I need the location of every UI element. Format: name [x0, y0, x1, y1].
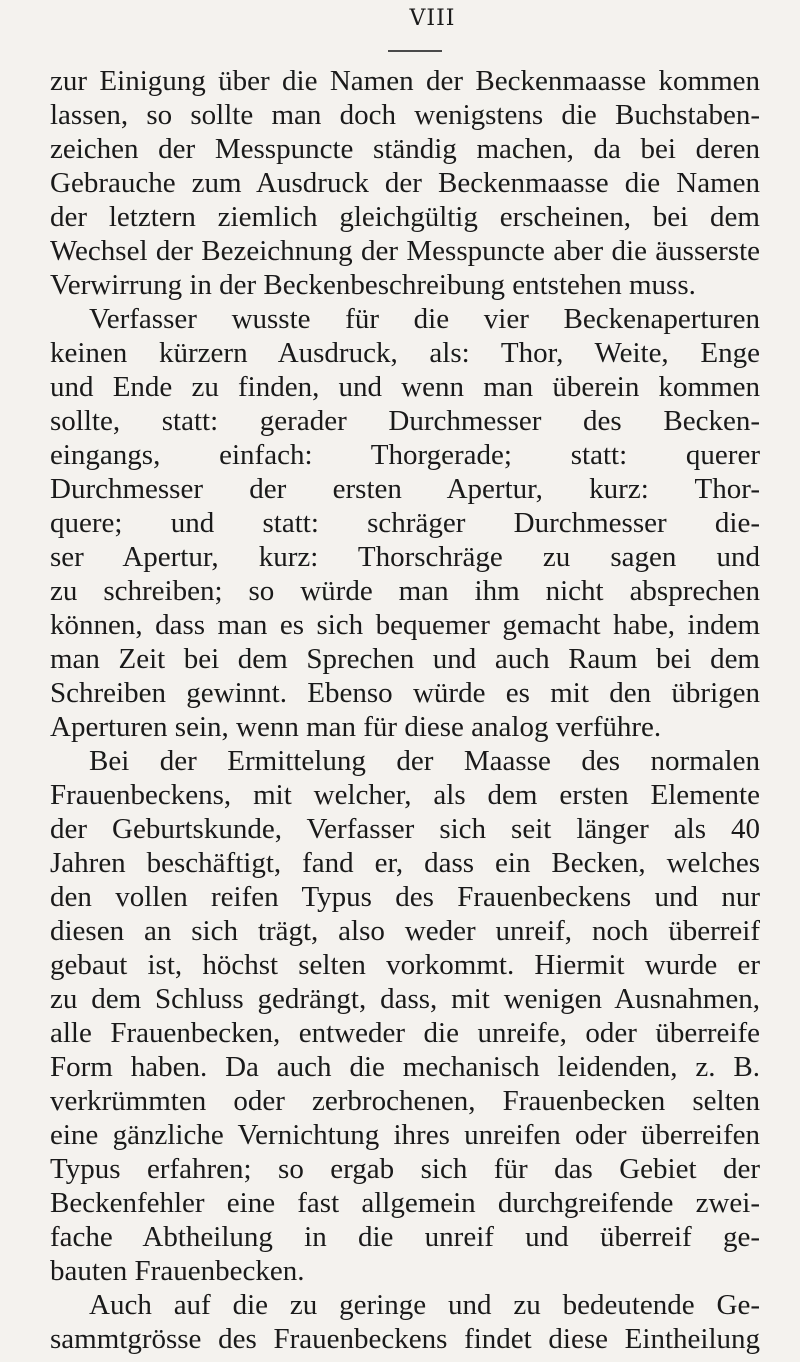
text-line: quere; und statt: schräger Durchmesser die- [50, 507, 760, 539]
text-line: verkrümmten oder zerbrochenen, Frauenbecken selten [50, 1085, 760, 1117]
text-line: Gebrauche zum Ausdruck der Beckenmaasse die Namen [50, 167, 760, 199]
text-line: Frauenbeckens, mit welcher, als dem ersten Elemente [50, 779, 760, 811]
text-line: sollte, statt: gerader Durchmesser des Becken- [50, 405, 760, 437]
text-line: zu schreiben; so würde man ihm nicht absprechen [50, 575, 760, 607]
text-line: Durchmesser der ersten Apertur, kurz: Thor- [50, 473, 760, 505]
text-line: Jahren beschäftigt, fand er, dass ein Becken, welches [50, 847, 760, 879]
text-line: den vollen reifen Typus des Frauenbeckens und nur [50, 881, 760, 913]
text-line: zeichen der Messpuncte ständig machen, da bei deren [50, 133, 760, 165]
text-line: Beckenfehler eine fast allgemein durchgreifende zwei- [50, 1187, 760, 1219]
text-line: Verwirrung in der Beckenbeschreibung entstehen muss. [50, 269, 696, 301]
text-line: Schreiben gewinnt. Ebenso würde es mit den übrigen [50, 677, 760, 709]
text-line: eine gänzliche Vernichtung ihres unreifen oder überreifen [50, 1119, 760, 1151]
text-line: der letztern ziemlich gleichgültig erscheinen, bei dem [50, 201, 760, 233]
body-text [50, 64, 760, 1356]
text-line: zur Einigung über die Namen der Beckenmaasse kommen [50, 65, 760, 97]
text-line: ser Apertur, kurz: Thorschräge zu sagen und [50, 541, 760, 573]
text-line: Aperturen sein, wenn man für diese analog verführe. [50, 711, 662, 743]
text-line: Wechsel der Bezeichnung der Messpuncte aber die äusserste [50, 235, 760, 267]
text-line: Bei der Ermittelung der Maasse des normalen [89, 745, 760, 777]
text-line: Typus erfahren; so ergab sich für das Gebiet der [50, 1153, 760, 1185]
header-rule [388, 50, 442, 52]
text-line: gebaut ist, höchst selten vorkommt. Hiermit wurde er [50, 949, 760, 981]
text-line: der Geburtskunde, Verfasser sich seit länger als 40 [50, 813, 760, 845]
text-line: fache Abtheilung in die unreif und überreif ge- [50, 1221, 760, 1253]
text-line: Verfasser wusste für die vier Beckenaperturen [89, 303, 760, 335]
text-line: lassen, so sollte man doch wenigstens die Buchstaben- [50, 99, 760, 131]
text-line: Auch auf die zu geringe und zu bedeutende Ge- [89, 1289, 760, 1321]
text-line: sammtgrösse des Frauenbeckens findet diese Eintheilung [50, 1323, 760, 1355]
text-line: eingangs, einfach: Thorgerade; statt: querer [50, 439, 760, 471]
text-line: Form haben. Da auch die mechanisch leidenden, z. B. [50, 1051, 760, 1083]
text-line: und Ende zu finden, und wenn man überein kommen [50, 371, 760, 403]
page-number: VIII [409, 6, 456, 31]
text-line: bauten Frauenbecken. [50, 1255, 305, 1287]
text-line: man Zeit bei dem Sprechen und auch Raum bei dem [50, 643, 760, 675]
text-line: diesen an sich trägt, also weder unreif, noch überreif [50, 915, 760, 947]
text-line: können, dass man es sich bequemer gemacht habe, indem [50, 609, 760, 641]
text-line: alle Frauenbecken, entweder die unreife, oder überreife [50, 1017, 760, 1049]
text-line: zu dem Schluss gedrängt, dass, mit wenigen Ausnahmen, [50, 983, 760, 1015]
text-line: keinen kürzern Ausdruck, als: Thor, Weite, Enge [50, 337, 760, 369]
